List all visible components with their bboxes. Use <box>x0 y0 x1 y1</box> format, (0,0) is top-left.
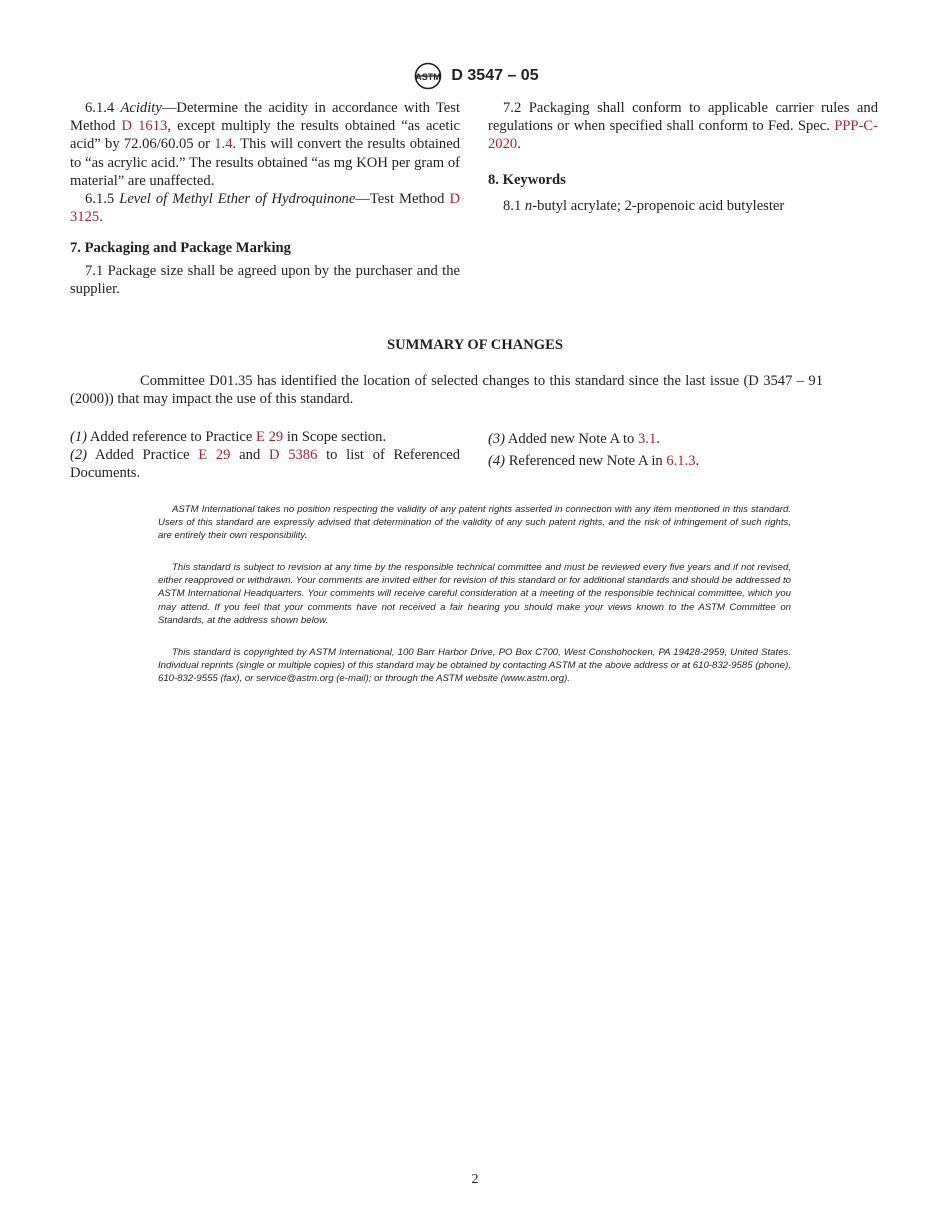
link-3-1[interactable]: 3.1 <box>638 431 657 447</box>
link-6-1-3[interactable]: 6.1.3 <box>666 453 696 469</box>
astm-logo-icon <box>411 62 445 90</box>
change-text: . <box>656 431 660 447</box>
change-text: to list of Referenced Documents. <box>70 447 460 482</box>
change-text: Added reference to Practice <box>89 429 256 445</box>
paragraph-title: Level of Methyl Ether of Hydroquinone <box>119 191 356 208</box>
left-column <box>70 99 460 298</box>
link-ppp-c-2020[interactable]: PPP-C-2020 <box>488 118 878 153</box>
change-text: Added new Note A to <box>507 431 638 447</box>
right-column <box>488 99 878 215</box>
copyright-notice: This standard is copyrighted by ASTM International, 100 Barr Harbor Drive, PO Box C700, West Conshohocken, PA 19428-2959, United States. Individual reprints (single or multiple copies) of this standard may be obtained by contacting ASTM at the above address or at 610-832-9585 (phone), 610-832-9555 (fax), or service@astm.org (e-mail); or through the ASTM website (www.astm.org). <box>158 647 791 685</box>
section-8-heading: 8. Keywords <box>488 171 566 188</box>
link-d5386[interactable]: D 5386 <box>268 447 318 464</box>
summary-left-column <box>70 428 460 483</box>
paragraph-text: -butyl acrylate; 2-propenoic acid butylester <box>532 197 785 214</box>
link-d3125[interactable]: D 3125 <box>70 191 460 226</box>
paragraph-number: 6.1.5 <box>85 191 115 208</box>
change-item-1 <box>70 428 460 446</box>
change-text: Added Practice <box>94 447 199 464</box>
summary-intro: Committee D01.35 has identified the location of selected changes to this standard since the last issue (D 3547 – 91 (2000)) that may impact the use of this standard. <box>70 373 823 408</box>
paragraph-text: , except multiply the results obtained “as acetic acid” by 72.06/60.05 or <box>70 118 460 153</box>
summary-title: SUMMARY OF CHANGES <box>387 337 563 353</box>
section-7-heading: 7. Packaging and Package Marking <box>70 240 291 257</box>
revision-notice: This standard is subject to revision at any time by the responsible technical committee and must be reviewed every five years and if not revised, either reapproved or withdrawn. Your comments are invited either for revision of this standard or for additional standards and should be addressed to ASTM International Headquarters. Your comments will receive careful consideration at a meeting of the responsible technical committee, which you may attend. If you feel that your comments have not received a fair hearing you should make your views known to the ASTM Committee on Standards, at the address shown below. <box>158 562 791 626</box>
change-text: . <box>695 453 700 469</box>
section-7-2 <box>488 99 878 154</box>
change-text: and <box>230 447 269 464</box>
change-number: (4) <box>488 453 506 469</box>
change-item-3 <box>488 428 878 450</box>
paragraph-text: . This will convert the results obtained to “as acrylic acid.” The results obtained “as mg KOH per gram of material” are unaffected. <box>70 136 460 189</box>
document-designation: D 3547 – 05 <box>451 67 539 84</box>
section-6-1-5 <box>70 190 460 226</box>
link-1-4[interactable]: 1.4 <box>214 136 233 153</box>
section-8-1 <box>488 197 878 215</box>
section-6-1-4 <box>70 99 460 190</box>
paragraph-number: 6.1.4 <box>85 100 115 116</box>
page-number: 2 <box>471 1172 479 1187</box>
paragraph-text: —Test Method <box>355 191 450 208</box>
logo-text: ASTM <box>415 72 442 82</box>
change-text: in Scope section. <box>283 429 387 445</box>
link-d1613[interactable]: D 1613 <box>121 118 168 135</box>
paragraph-text: . <box>517 136 521 153</box>
summary-right-column <box>488 428 878 472</box>
link-e29[interactable]: E 29 <box>198 447 231 464</box>
paragraph-text: —Determine the acidity in accordance with Test Method <box>70 100 461 135</box>
change-number: (1) <box>70 429 88 445</box>
paragraph-number: 8.1 <box>503 197 522 214</box>
change-text: Referenced new Note A in <box>508 453 667 469</box>
patent-notice: ASTM International takes no position respecting the validity of any patent rights asserted in connection with any item mentioned in this standard. Users of this standard are expressly advised that determination of the validity of any such patent rights, and the risk of infringement of such rights, are entirely their own responsibility. <box>158 504 791 542</box>
change-number: (3) <box>488 431 506 447</box>
page-header <box>0 62 950 90</box>
link-e29[interactable]: E 29 <box>256 429 284 445</box>
section-7-1: 7.1 Package size shall be agreed upon by the purchaser and the supplier. <box>70 262 460 297</box>
change-item-4 <box>488 450 878 472</box>
paragraph-text: . <box>99 209 103 226</box>
change-item-2 <box>70 446 460 482</box>
paragraph-title: Acidity <box>120 100 162 116</box>
italic-term: n <box>524 197 533 214</box>
change-number: (2) <box>70 447 88 464</box>
paragraph-text: 7.2 Packaging shall conform to applicable carrier rules and regulations or when specified shall conform to Fed. Spec. <box>488 100 878 135</box>
